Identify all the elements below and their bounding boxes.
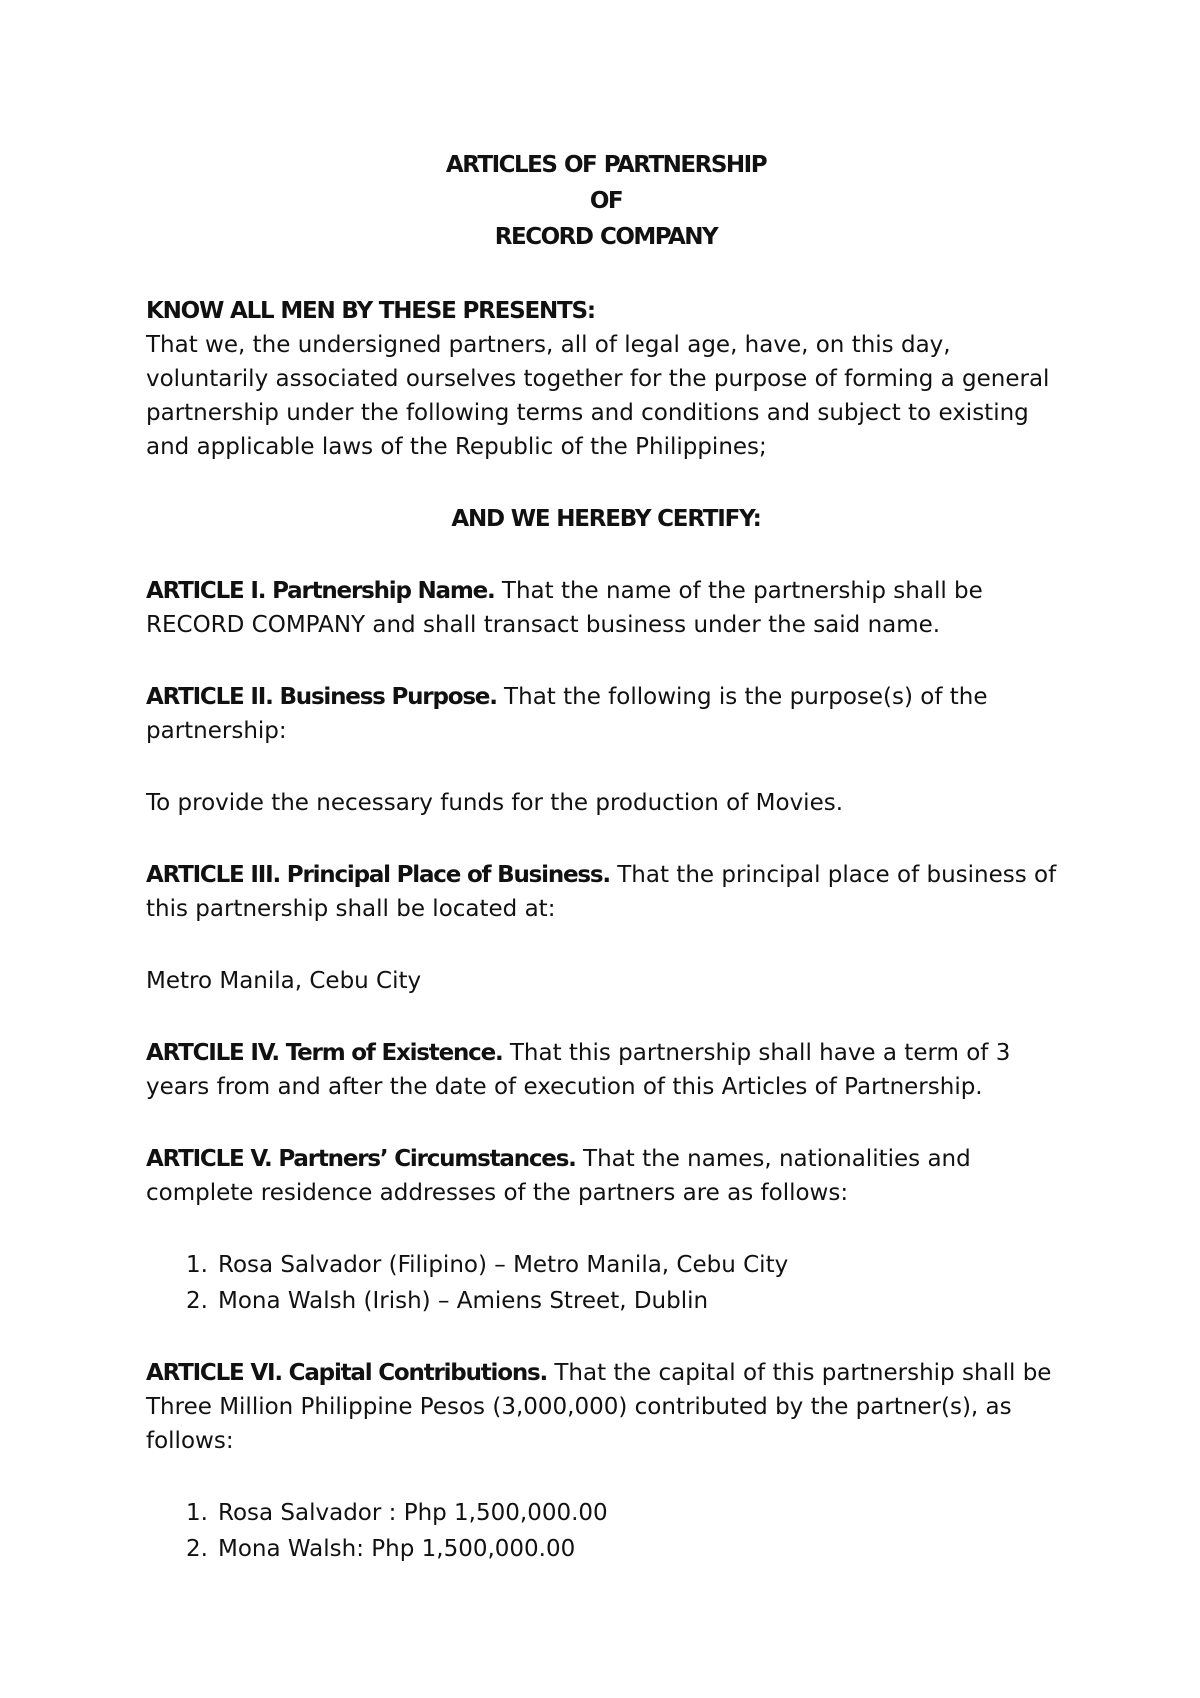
list-item <box>146 1284 1066 1320</box>
list-item-number: 2. <box>186 1288 208 1314</box>
article-2-heading: ARTICLE II. Business Purpose. <box>146 684 497 710</box>
intro-section <box>146 294 1066 464</box>
article-3-text: That the principal place of business of this partnership shall be located at: <box>146 862 1057 922</box>
article-2-purpose: To provide the necessary funds for the production of Movies. <box>146 790 844 816</box>
list-item <box>146 1532 1066 1568</box>
article-2-text: That the following is the purpose(s) of the partnership: <box>146 684 988 744</box>
list-item-number: 1. <box>186 1252 208 1278</box>
article-5-text: That the names, nationalities and complete residence addresses of the partners are as follows: <box>146 1146 971 1206</box>
list-item-text: Rosa Salvador (Filipino) – Metro Manila, Cebu City <box>218 1252 789 1278</box>
article-6 <box>146 1356 1066 1458</box>
article-1-heading: ARTICLE I. Partnership Name. <box>146 578 495 604</box>
list-item-text: Rosa Salvador : Php 1,500,000.00 <box>218 1500 608 1526</box>
document-title <box>146 148 1066 256</box>
title-line-1: ARTICLES OF PARTNERSHIP <box>445 152 767 178</box>
article-3 <box>146 858 1066 926</box>
title-line-2: OF <box>589 188 623 214</box>
certify-heading: AND WE HEREBY CERTIFY: <box>451 506 761 532</box>
article-5 <box>146 1142 1066 1210</box>
article-6-text: That the capital of this partnership shall be Three Million Philippine Pesos (3,000,000) contributed by the partner(s), as follows: <box>146 1360 1052 1454</box>
list-item-text: Mona Walsh (Irish) – Amiens Street, Dublin <box>218 1288 709 1314</box>
title-line-3: RECORD COMPANY <box>494 224 718 250</box>
list-item-number: 1. <box>186 1500 208 1526</box>
article-3-heading: ARTICLE III. Principal Place of Business. <box>146 862 610 888</box>
intro-text: That we, the undersigned partners, all of legal age, have, on this day, voluntarily associated ourselves together for the purpose of forming a general partnership under the following terms and conditions and subject to existing and applicable laws of the Republic of the Philippines; <box>146 332 1050 460</box>
contributions-list <box>146 1496 1066 1568</box>
list-item <box>146 1496 1066 1532</box>
article-1-text: That the name of the partnership shall be RECORD COMPANY and shall transact business under the said name. <box>146 578 983 638</box>
article-3-location: Metro Manila, Cebu City <box>146 968 422 994</box>
partners-list <box>146 1248 1066 1320</box>
article-4-heading: ARTCILE IV. Term of Existence. <box>146 1040 503 1066</box>
article-6-heading: ARTICLE VI. Capital Contributions. <box>146 1360 548 1386</box>
document-page <box>146 148 1066 1568</box>
list-item <box>146 1248 1066 1284</box>
article-5-heading: ARTICLE V. Partners’ Circumstances. <box>146 1146 576 1172</box>
article-1 <box>146 574 1066 642</box>
article-4-text: That this partnership shall have a term of 3 years from and after the date of execution of this Articles of Partnership. <box>146 1040 1011 1100</box>
list-item-text: Mona Walsh: Php 1,500,000.00 <box>218 1536 576 1562</box>
intro-heading: KNOW ALL MEN BY THESE PRESENTS: <box>146 298 595 324</box>
list-item-number: 2. <box>186 1536 208 1562</box>
article-2 <box>146 680 1066 748</box>
article-4 <box>146 1036 1066 1104</box>
